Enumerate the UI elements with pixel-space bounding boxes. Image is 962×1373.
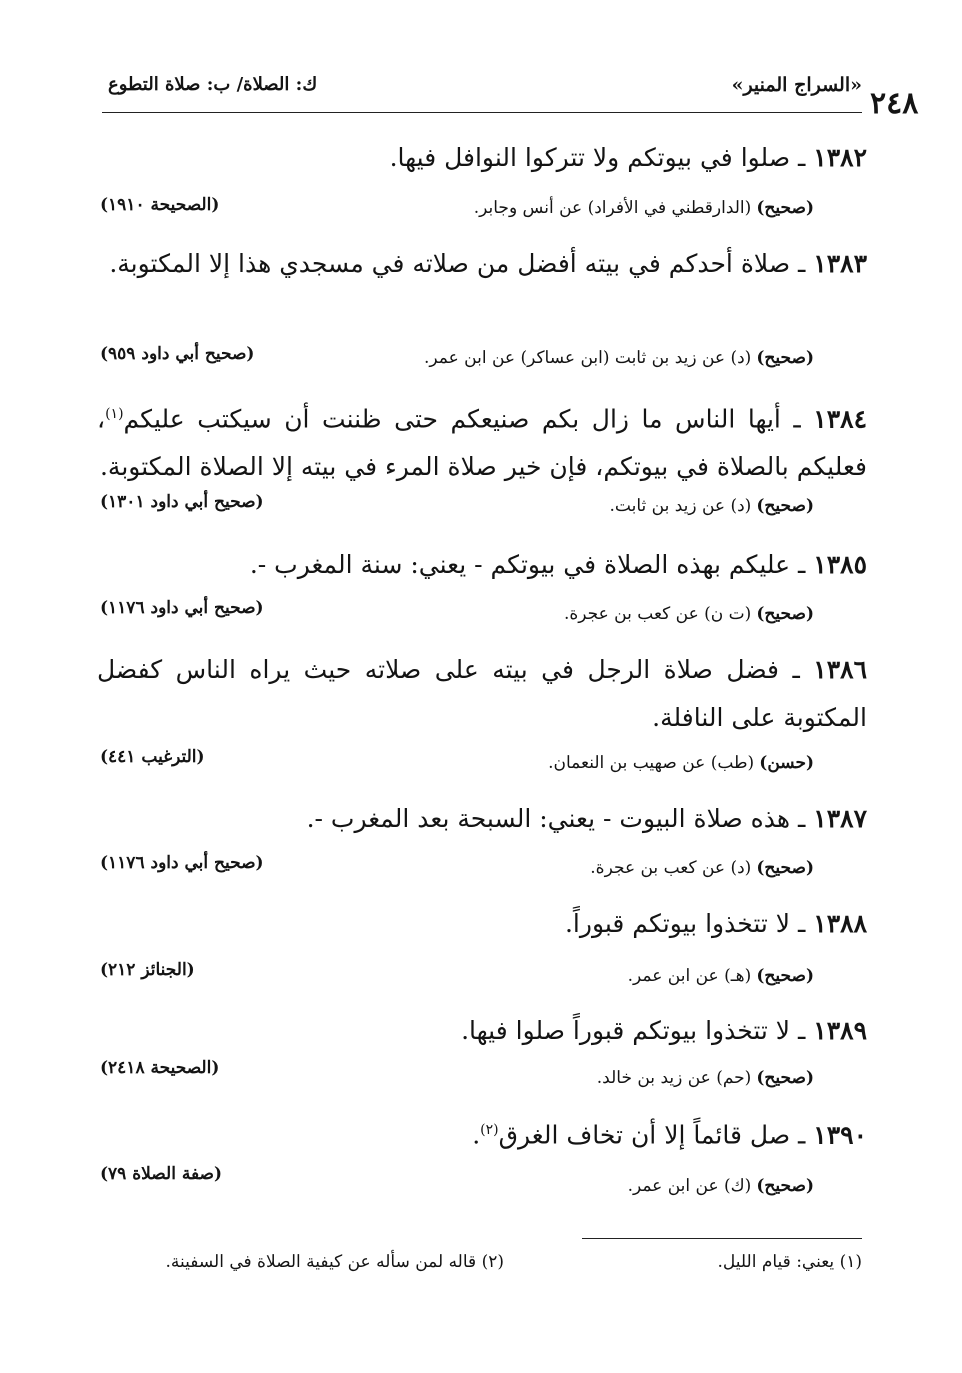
grade-label: (صحيح) xyxy=(756,348,814,368)
grade-label: (صحيح) xyxy=(756,1068,814,1088)
hadith-1387: ١٣٨٧ ـ هذه صلاة البيوت - يعني: السبحة بعد المغرب -. xyxy=(306,804,867,833)
hadith-text: صلاة أحدكم في بيته أفضل من صلاته في مسجدي هذا إلا المكتوبة. xyxy=(109,249,791,278)
source-text: (ك) عن ابن عمر. xyxy=(627,1176,752,1196)
hadith-1382: ١٣٨٢ ـ صلوا في بيوتكم ولا تتركوا النوافل فيها. xyxy=(389,143,867,172)
hadith-1384-attribution xyxy=(609,496,814,516)
hadith-number: ١٣٩٠ xyxy=(813,1120,867,1150)
book-title: «السراج المنير» xyxy=(731,74,862,96)
chapter-heading: ك: الصلاة/ ب: صلاة التطوع xyxy=(108,74,318,95)
reference: (الصحيحة ٢٤١٨) xyxy=(100,1058,220,1078)
hadith-1385: ١٣٨٥ ـ عليكم بهذه الصلاة في بيوتكم - يعني: سنة المغرب -. xyxy=(249,550,867,579)
hadith-number: ١٣٨٢ xyxy=(813,143,867,172)
hadith-text: لا تتخذوا بيوتكم قبوراً. xyxy=(564,909,791,938)
source-text: (ت ن) عن كعب بن عجرة. xyxy=(563,604,752,624)
footnote-1 xyxy=(718,1252,863,1272)
reference: (صحيح أبي داود ١١٧٦) xyxy=(100,598,264,618)
hadith-1388: ١٣٨٨ ـ لا تتخذوا بيوتكم قبوراً. xyxy=(564,909,867,938)
footnote-divider xyxy=(582,1238,862,1239)
source-text: (الدارقطني في الأفراد) عن أنس وجابر. xyxy=(473,198,752,218)
page-number: ٢٤٨ xyxy=(870,86,919,121)
footnote-text: يعني: قيام الليل. xyxy=(717,1252,835,1272)
hadith-1388-attribution xyxy=(628,966,814,986)
hadith-1390-attribution xyxy=(628,1176,814,1196)
reference: (الترغيب ٤٤١) xyxy=(100,747,205,767)
hadith-1390: ١٣٩٠ ـ صل قائماً إلا أن تخاف الغرق$^{(٢)}$. xyxy=(472,1120,867,1150)
footnote-marker: (٢) xyxy=(480,1122,499,1138)
hadith-1387-attribution xyxy=(590,858,814,878)
grade-label: (صحيح) xyxy=(756,198,814,218)
source-text: (د) عن كعب بن عجرة. xyxy=(590,858,752,878)
source-text: (د) عن زيد بن ثابت (ابن عساكر) عن ابن عمر. xyxy=(424,348,752,368)
grade-label: (صحيح) xyxy=(756,1176,814,1196)
reference: (صحيح أبي داود ١١٧٦) xyxy=(100,853,264,873)
footnote-marker: (١) xyxy=(105,406,124,422)
hadith-number: ١٣٨٧ xyxy=(813,804,867,833)
source-text: (د) عن زيد بن ثابت. xyxy=(609,496,752,516)
reference: (صفة الصلاة ٧٩) xyxy=(100,1164,223,1184)
reference: (الصحيحة ١٩١٠) xyxy=(100,195,220,215)
source-text: (حم) عن زيد بن خالد. xyxy=(596,1068,752,1088)
hadith-1386: ١٣٨٦ ـ فضل صلاة الرجل في بيته على صلاته حيث يراه الناس كفضل المكتوبة على النافلة. xyxy=(97,655,867,732)
hadith-1383: ١٣٨٣ ـ صلاة أحدكم في بيته أفضل من صلاته في مسجدي هذا إلا المكتوبة. xyxy=(109,249,867,278)
hadith-number: ١٣٨٥ xyxy=(813,550,867,579)
hadith-text: صلوا في بيوتكم ولا تتركوا النوافل فيها. xyxy=(389,143,791,172)
footnote-2 xyxy=(165,1252,504,1272)
grade-label: (صحيح) xyxy=(756,858,814,878)
footnote-mark: (١) xyxy=(839,1252,862,1272)
hadith-1385-attribution xyxy=(564,604,814,624)
hadith-number: ١٣٨٤ xyxy=(813,404,867,434)
hadith-text: هذه صلاة البيوت - يعني: السبحة بعد المغرب -. xyxy=(306,804,791,833)
reference: (الجنائز ٢١٢) xyxy=(100,960,195,980)
grade-label: (صحيح) xyxy=(756,604,814,624)
hadith-number: ١٣٨٣ xyxy=(813,249,867,278)
hadith-1389-attribution xyxy=(597,1068,814,1088)
hadith-text: فضل صلاة الرجل في بيته على صلاته حيث يراه الناس كفضل المكتوبة على النافلة. xyxy=(97,655,867,732)
footnote-mark: (٢) xyxy=(481,1252,504,1272)
header-divider xyxy=(102,112,862,113)
hadith-text: لا تتخذوا بيوتكم قبوراً صلوا فيها. xyxy=(461,1016,791,1045)
hadith-1384: ١٣٨٤ ـ أيها الناس ما زال بكم صنيعكم حتى ظننت أن سيكتب عليكم$^{(١)}$، فعليكم بالصلاة في بيوتكم، فإن خير صلاة المرء في بيته إلا الصلاة المكتوبة. xyxy=(97,404,867,482)
hadith-text: عليكم بهذه الصلاة في بيوتكم - يعني: سنة المغرب -. xyxy=(249,550,791,579)
grade-label: (صحيح) xyxy=(756,966,814,986)
hadith-1389: ١٣٨٩ ـ لا تتخذوا بيوتكم قبوراً صلوا فيها. xyxy=(461,1016,867,1045)
footnote-text: قاله لمن سأله عن كيفية الصلاة في السفينة. xyxy=(165,1252,477,1272)
source-text: (طب) عن صهيب بن النعمان. xyxy=(548,753,755,773)
hadith-1383-attribution xyxy=(424,348,814,368)
source-text: (هـ) عن ابن عمر. xyxy=(627,966,752,986)
hadith-number: ١٣٨٦ xyxy=(813,655,867,684)
grade-label: (صحيح) xyxy=(756,496,814,516)
hadith-1386-attribution xyxy=(548,753,814,773)
reference: (صحيح أبي داود ١٣٠١) xyxy=(100,492,264,512)
reference: (صحيح أبي داود ٩٥٩) xyxy=(100,344,255,364)
hadith-number: ١٣٨٩ xyxy=(813,1016,867,1045)
grade-label: (حسن) xyxy=(759,753,814,773)
hadith-number: ١٣٨٨ xyxy=(813,909,867,938)
hadith-1382-attribution xyxy=(474,198,814,218)
